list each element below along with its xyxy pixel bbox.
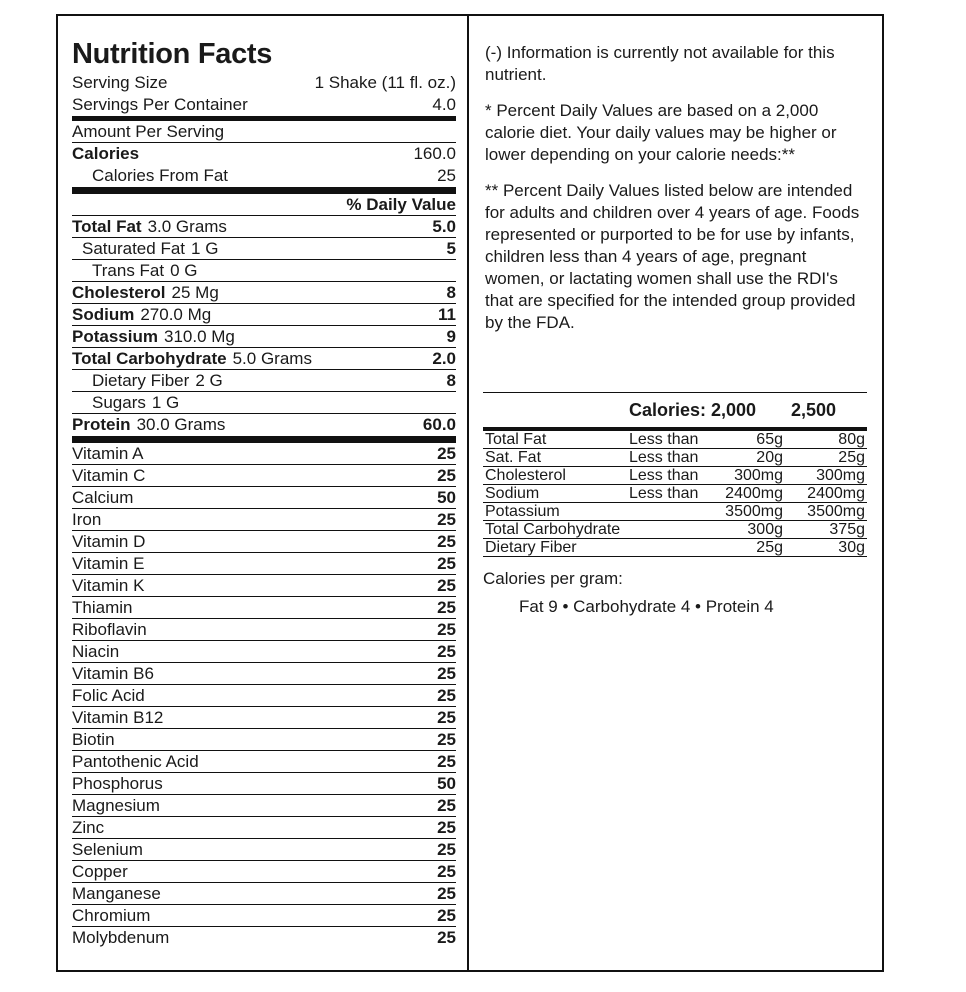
rdi-header-2500: 2,500 — [791, 400, 837, 420]
rdi-table — [483, 392, 867, 619]
rdi-value-2000: 3500mg — [725, 503, 783, 520]
vitamin-name: Molybdenum — [72, 928, 170, 947]
nutrient-amount: 5.0 Grams — [232, 349, 312, 368]
vitamin-name: Phosphorus — [72, 774, 163, 793]
vitamin-daily-value: 25 — [437, 862, 456, 881]
nutrition-facts-panel — [72, 36, 456, 949]
nutrient-name: Total Carbohydrate — [72, 349, 227, 368]
vitamin-row — [72, 795, 456, 817]
vitamin-daily-value: 25 — [437, 598, 456, 617]
nutrient-amount: 310.0 Mg — [163, 327, 235, 346]
vitamin-daily-value: 25 — [437, 466, 456, 485]
nutrient-amount: 1 G — [191, 239, 219, 258]
nutrient-daily-value: 9 — [446, 327, 456, 346]
vitamin-name: Riboflavin — [72, 620, 147, 639]
vitamin-row — [72, 817, 456, 839]
vitamin-daily-value: 25 — [437, 510, 456, 529]
rdi-value-2500: 80g — [838, 431, 865, 448]
servings-per-container-row — [72, 94, 456, 116]
vitamin-row — [72, 663, 456, 685]
calories-per-gram — [483, 567, 867, 619]
rdi-value-2500: 25g — [838, 449, 865, 466]
vitamin-row — [72, 531, 456, 553]
rdi-value-2500: 30g — [838, 539, 865, 556]
rdi-nutrient-name: Cholesterol — [485, 467, 566, 484]
vitamin-row — [72, 487, 456, 509]
rdi-row — [483, 539, 867, 557]
vitamin-daily-value: 25 — [437, 906, 456, 925]
rdi-row — [483, 485, 867, 503]
calories-per-gram-values: Fat 9 • Carbohydrate 4 • Protein 4 — [519, 597, 774, 616]
nutrient-amount: 0 G — [170, 261, 198, 280]
vitamin-name: Pantothenic Acid — [72, 752, 199, 771]
vitamin-list — [72, 443, 456, 949]
rdi-value-2000: 65g — [756, 431, 783, 448]
daily-value-header: % Daily Value — [346, 195, 456, 214]
rdi-header-row — [483, 393, 867, 427]
rdi-row — [483, 521, 867, 539]
calories-from-fat-label: Calories From Fat — [92, 166, 229, 185]
rdi-row — [483, 503, 867, 521]
nutrient-name: Sodium — [72, 305, 135, 324]
nutrient-daily-value: 8 — [446, 283, 456, 302]
rdi-nutrient-name: Sat. Fat — [485, 449, 542, 466]
nutrient-list — [72, 216, 456, 436]
nutrient-daily-value: 11 — [438, 305, 456, 324]
vitamin-row — [72, 773, 456, 795]
vitamin-name: Biotin — [72, 730, 115, 749]
thick-rule — [72, 436, 456, 443]
rdi-row — [483, 431, 867, 449]
rdi-value-2000: 300g — [747, 521, 783, 538]
daily-value-header-row — [72, 194, 456, 216]
nutrient-name: Total Fat — [72, 217, 142, 236]
vitamin-name: Vitamin C — [72, 466, 146, 485]
vitamin-name: Vitamin B12 — [72, 708, 164, 727]
rdi-row — [483, 467, 867, 485]
nutrient-daily-value: 8 — [446, 371, 456, 390]
rdi-value-2500: 300mg — [816, 467, 865, 484]
vitamin-daily-value: 25 — [437, 884, 456, 903]
vitamin-daily-value: 25 — [437, 686, 456, 705]
vitamin-row — [72, 927, 456, 949]
vitamin-row — [72, 443, 456, 465]
nutrition-facts-title: Nutrition Facts — [72, 38, 273, 70]
vitamin-row — [72, 641, 456, 663]
nutrient-row — [72, 414, 456, 436]
calories-from-fat-row — [72, 165, 456, 187]
vitamin-daily-value: 25 — [437, 708, 456, 727]
vitamin-row — [72, 839, 456, 861]
vitamin-name: Vitamin K — [72, 576, 145, 595]
vitamin-daily-value: 25 — [437, 796, 456, 815]
rdi-qualifier: Less than — [629, 431, 699, 448]
vitamin-daily-value: 25 — [437, 752, 456, 771]
vitamin-daily-value: 25 — [437, 620, 456, 639]
nutrient-amount: 25 Mg — [171, 283, 219, 302]
rdi-nutrient-name: Potassium — [485, 503, 560, 520]
rdi-value-2500: 3500mg — [807, 503, 865, 520]
calories-per-gram-label: Calories per gram: — [483, 569, 623, 588]
nutrient-row — [72, 260, 456, 282]
vitamin-name: Selenium — [72, 840, 143, 859]
vitamin-name: Vitamin E — [72, 554, 145, 573]
nutrient-daily-value: 5 — [446, 239, 456, 258]
vitamin-daily-value: 25 — [437, 642, 456, 661]
vitamin-name: Magnesium — [72, 796, 160, 815]
serving-size-row — [72, 72, 456, 94]
rdi-nutrient-name: Sodium — [485, 485, 540, 502]
vitamin-row — [72, 707, 456, 729]
vitamin-daily-value: 25 — [437, 818, 456, 837]
intended-audience-note: ** Percent Daily Values listed below are intended for adults and children over 4 years of age. Foods represented or purported to be for use by infants, children less than 4 years of age, pregnant women, or lactating women shall use the RDI's that are specified for the intended group provided by the FDA. — [485, 181, 860, 332]
rdi-value-2000: 2400mg — [725, 485, 783, 502]
vitamin-row — [72, 685, 456, 707]
rdi-value-2000: 20g — [756, 449, 783, 466]
vitamin-daily-value: 25 — [437, 664, 456, 683]
not-available-note: (-) Information is currently not available for this nutrient. — [485, 43, 835, 84]
vitamin-daily-value: 25 — [437, 554, 456, 573]
rdi-header-2000: Calories: 2,000 — [629, 400, 757, 420]
amount-per-serving-label: Amount Per Serving — [72, 122, 225, 141]
nutrient-daily-value: 2.0 — [432, 349, 456, 368]
vitamin-name: Calcium — [72, 488, 134, 507]
rdi-value-2500: 375g — [829, 521, 865, 538]
nutrient-name: Trans Fat — [92, 261, 165, 280]
vitamin-name: Vitamin D — [72, 532, 146, 551]
nutrient-name: Protein — [72, 415, 131, 434]
vitamin-row — [72, 465, 456, 487]
vitamin-name: Copper — [72, 862, 128, 881]
vitamin-row — [72, 729, 456, 751]
nutrient-name: Dietary Fiber — [92, 371, 190, 390]
rdi-nutrient-name: Total Carbohydrate — [485, 521, 621, 538]
vitamin-row — [72, 751, 456, 773]
vitamin-name: Iron — [72, 510, 102, 529]
calories-row — [72, 143, 456, 165]
vitamin-daily-value: 25 — [437, 840, 456, 859]
thick-rule — [72, 187, 456, 194]
vitamin-daily-value: 25 — [437, 532, 456, 551]
vitamin-row — [72, 553, 456, 575]
vitamin-name: Thiamin — [72, 598, 133, 617]
vitamin-name: Vitamin B6 — [72, 664, 154, 683]
amount-per-serving-row — [72, 121, 456, 143]
serving-size-value: 1 Shake (11 fl. oz.) — [314, 73, 456, 92]
serving-size-label: Serving Size — [72, 73, 168, 92]
vitamin-name: Vitamin A — [72, 444, 144, 463]
rdi-nutrient-name: Dietary Fiber — [485, 539, 577, 556]
nutrient-amount: 1 G — [151, 393, 180, 412]
calories-label: Calories — [72, 144, 140, 163]
nutrient-amount: 2 G — [195, 371, 223, 390]
vitamin-name: Folic Acid — [72, 686, 145, 705]
vitamin-row — [72, 861, 456, 883]
vitamin-row — [72, 619, 456, 641]
vitamin-daily-value: 50 — [437, 774, 456, 793]
vitamin-name: Zinc — [72, 818, 105, 837]
nutrient-amount: 270.0 Mg — [140, 305, 212, 324]
rdi-nutrient-name: Total Fat — [485, 431, 547, 448]
nutrient-row — [72, 216, 456, 238]
servings-per-container-label: Servings Per Container — [72, 95, 248, 114]
servings-per-container-value: 4.0 — [432, 95, 456, 114]
calories-from-fat-value: 25 — [437, 166, 456, 185]
nutrient-daily-value: 5.0 — [432, 217, 456, 236]
nutrient-amount: 3.0 Grams — [147, 217, 227, 236]
nutrient-daily-value: 60.0 — [422, 415, 456, 434]
percent-daily-value-note: * Percent Daily Values are based on a 2,000 calorie diet. Your daily values may be higher or lower depending on your calorie needs:** — [485, 101, 837, 164]
column-divider — [467, 14, 469, 972]
nutrient-row — [72, 304, 456, 326]
vitamin-name: Niacin — [72, 642, 120, 661]
nutrient-name: Saturated Fat — [82, 239, 186, 258]
vitamin-name: Manganese — [72, 884, 161, 903]
vitamin-row — [72, 905, 456, 927]
vitamin-name: Chromium — [72, 906, 151, 925]
nutrient-row — [72, 326, 456, 348]
rdi-qualifier: Less than — [629, 485, 699, 502]
nutrient-row — [72, 370, 456, 392]
nutrient-row — [72, 348, 456, 370]
rdi-qualifier: Less than — [629, 449, 699, 466]
nutrient-row — [72, 282, 456, 304]
vitamin-row — [72, 575, 456, 597]
rdi-row — [483, 449, 867, 467]
vitamin-row — [72, 883, 456, 905]
vitamin-row — [72, 597, 456, 619]
nutrient-name: Cholesterol — [72, 283, 166, 302]
notes-panel — [485, 42, 865, 334]
vitamin-daily-value: 25 — [437, 730, 456, 749]
rdi-value-2500: 2400mg — [807, 485, 865, 502]
rdi-value-2000: 300mg — [734, 467, 783, 484]
rdi-rows — [483, 431, 867, 557]
vitamin-daily-value: 50 — [437, 488, 456, 507]
rdi-value-2000: 25g — [756, 539, 783, 556]
rdi-qualifier: Less than — [629, 467, 699, 484]
vitamin-daily-value: 25 — [437, 444, 456, 463]
nutrient-row — [72, 392, 456, 414]
nutrient-name: Potassium — [72, 327, 158, 346]
nutrient-row — [72, 238, 456, 260]
vitamin-daily-value: 25 — [437, 576, 456, 595]
nutrient-amount: 30.0 Grams — [136, 415, 226, 434]
calories-value: 160.0 — [413, 144, 456, 163]
vitamin-daily-value: 25 — [437, 928, 456, 947]
nutrient-name: Sugars — [92, 393, 146, 412]
vitamin-row — [72, 509, 456, 531]
